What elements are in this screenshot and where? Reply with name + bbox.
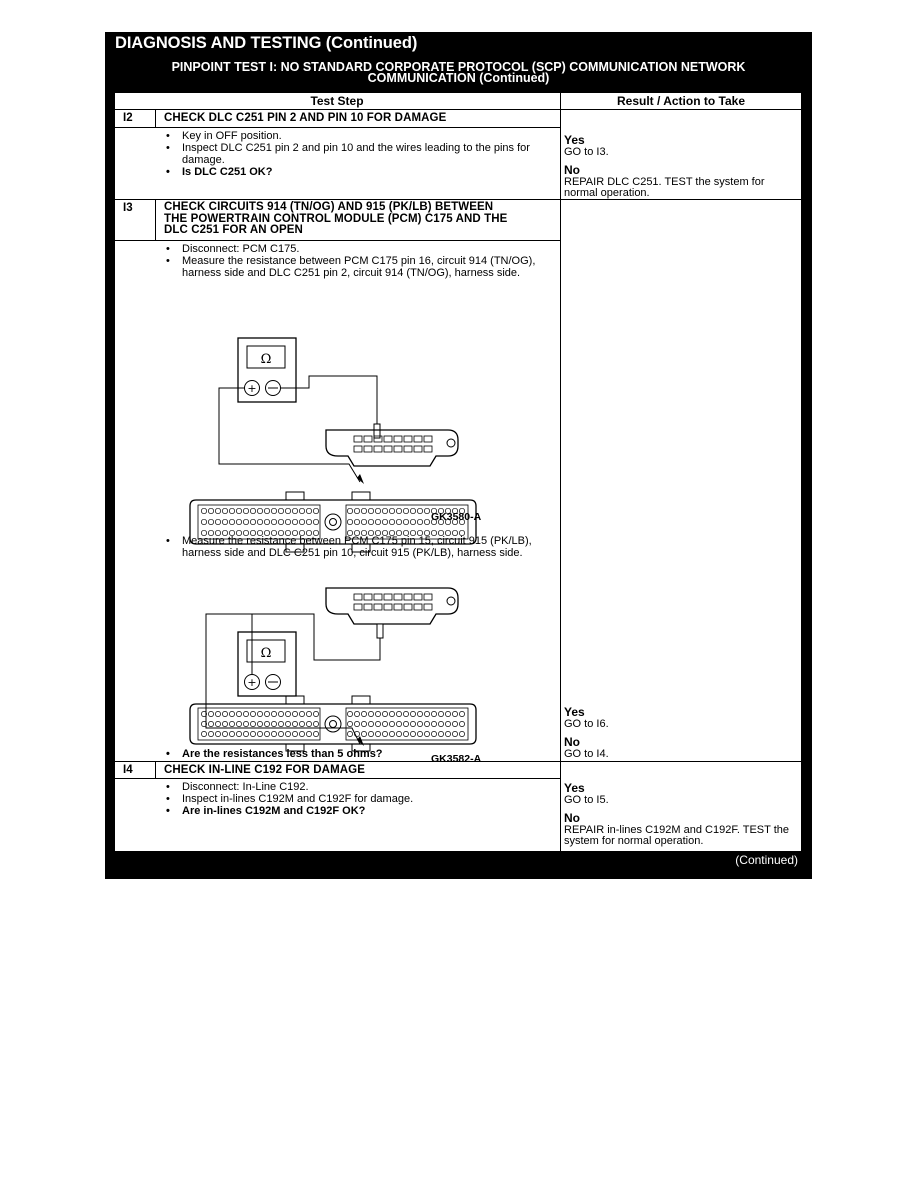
pinpoint-test-title: [105, 62, 812, 84]
test-step-table: [114, 92, 802, 852]
continued-note: (Continued): [735, 853, 798, 867]
list-item: • Disconnect: In-Line C192.: [162, 781, 547, 793]
pinpoint-title-line1: PINPOINT TEST I: NO STANDARD CORPORATE PROTOCOL (SCP) COMMUNICATION NETWORK: [171, 60, 746, 74]
yes-label: Yes: [564, 133, 585, 147]
ohm-symbol: Ω: [260, 352, 272, 367]
step-title-i4: CHECK IN-LINE C192 FOR DAMAGE: [164, 764, 365, 776]
wiring-figure-gk3580: [174, 306, 484, 486]
result-i3: [564, 706, 799, 760]
step-i4-instructions: [162, 781, 547, 817]
yes-label: Yes: [564, 705, 585, 719]
yes-action: GO to I3.: [564, 146, 609, 158]
list-item: • Inspect DLC C251 pin 2 and pin 10 and the wires leading to the pins for damage.: [162, 142, 547, 166]
pcm-connector-figure-1: [174, 486, 484, 572]
pinpoint-title-line2: COMMUNICATION (Continued): [367, 71, 550, 85]
no-action: REPAIR DLC C251. TEST the system for normal operation.: [564, 175, 765, 199]
step-title-i2: CHECK DLC C251 PIN 2 AND PIN 10 FOR DAMAGE: [164, 112, 447, 124]
step-title-i3-line1: CHECK CIRCUITS 914 (TN/OG) AND 915 (PK/LB) BETWEEN: [164, 201, 494, 213]
col-header-test-step: Test Step: [310, 94, 364, 108]
result-i2: [564, 134, 799, 200]
no-action: GO to I4.: [564, 747, 609, 760]
list-item: • Disconnect: PCM C175.: [162, 243, 547, 255]
svg-text:+: +: [247, 676, 257, 689]
yes-label: Yes: [564, 781, 585, 795]
list-item: • Measure the resistance between PCM C175 pin 16, circuit 914 (TN/OG), harness side and DLC C251 pin 2, circuit 914 (TN/OG), harness side.: [162, 255, 547, 279]
step-id-i4: I4: [123, 764, 133, 776]
no-label: No: [564, 810, 580, 825]
section-title: DIAGNOSIS AND TESTING (Continued): [115, 34, 418, 52]
document-page: [105, 32, 812, 879]
pcm-connector-figure-2: [174, 692, 484, 752]
step-title-i3: [164, 202, 507, 237]
list-item: • Are in-lines C192M and C192F OK?: [162, 805, 547, 817]
step-i3-instructions: [162, 243, 547, 279]
figure-id-2: GK3582-A: [431, 753, 482, 765]
list-item: • Inspect in-lines C192M and C192F for damage.: [162, 793, 547, 805]
list-item: • Measure the resistance between PCM C175 pin 15, circuit 915 (PK/LB), harness side and DLC C251 pin 10, circuit 915 (PK/LB), harness side.: [162, 535, 547, 559]
step-i3-question: [162, 748, 547, 760]
ohm-symbol-2: Ω: [260, 646, 272, 661]
step-i3-instruction-mid: [162, 535, 547, 559]
result-i4: [564, 782, 799, 848]
no-action: REPAIR in-lines C192M and C192F. TEST the system for normal operation.: [564, 823, 789, 847]
step-title-i3-line3: DLC C251 FOR AN OPEN: [164, 224, 303, 236]
step-id-i2: I2: [123, 112, 133, 124]
no-label: No: [564, 734, 580, 749]
no-label: No: [564, 162, 580, 177]
step-id-i3: I3: [123, 202, 133, 214]
list-item: • Key in OFF position.: [162, 130, 547, 142]
yes-action: GO to I6.: [564, 718, 609, 730]
list-item: • Is DLC C251 OK?: [162, 166, 547, 178]
list-item: • Are the resistances less than 5 ohms?: [162, 748, 547, 760]
step-title-i3-line2: THE POWERTRAIN CONTROL MODULE (PCM) C175 AND THE: [164, 212, 508, 225]
svg-text:+: +: [247, 382, 257, 395]
figure-id-1: GK3580-A: [431, 511, 482, 523]
step-i2-instructions: [162, 130, 547, 178]
col-header-result: Result / Action to Take: [616, 94, 745, 108]
yes-action: GO to I5.: [564, 794, 609, 806]
